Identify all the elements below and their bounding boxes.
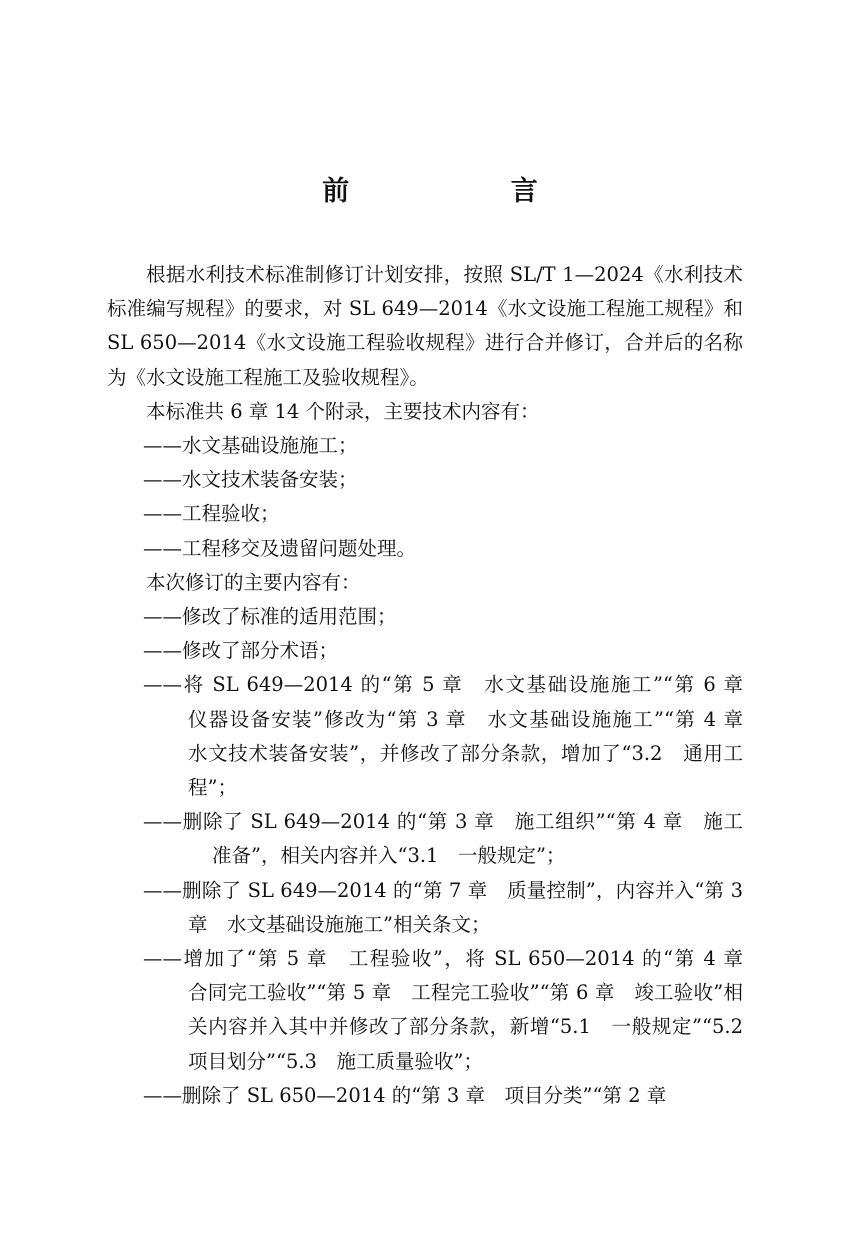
contents-item: ——工程验收； <box>143 502 280 526</box>
revision-item: ——将 SL 649—2014 的“第 5 章 水文基础设施施工”“第 6 章 仪器设备安装”修改为“第 3 章 水文基础设施施工”“第 4 章 水文技术装备安装”，并修改了部分条款，增加了“3.2 通用工程”； <box>143 673 763 800</box>
revisions-intro: 本次修订的主要内容有： <box>146 570 361 594</box>
contents-item: ——水文基础设施施工； <box>143 434 358 458</box>
contents-item: ——水文技术装备安装； <box>143 468 358 492</box>
revision-item: ——删除了 SL 650—2014 的“第 3 章 项目分类”“第 2 章 <box>143 1083 667 1107</box>
revision-item: ——删除了 SL 649—2014 的“第 3 章 施工组织”“第 4 章 施工准备”，相关内容并入“3.1 一般规定”； <box>143 810 743 868</box>
revision-item: ——修改了标准的适用范围； <box>143 605 397 629</box>
contents-item: ——工程移交及遗留问题处理。 <box>143 536 417 560</box>
contents-intro: 本标准共 6 章 14 个附录，主要技术内容有： <box>146 399 540 423</box>
revision-item: ——增加了“第 5 章 工程验收”，将 SL 650—2014 的“第 4 章 合同完工验收”“第 5 章 工程完工验收”“第 6 章 竣工验收”相关内容并入其中并修改了部分条款，新增“5.1 一般规定”“5.2 项目划分”“5.3 施工质量验收”； <box>143 947 763 1073</box>
document-body <box>107 258 763 1113</box>
page-title: 前 言 <box>322 176 614 207</box>
revision-item: ——删除了 SL 649—2014 的“第 7 章 质量控制”，内容并入“第 3 章 水文基础设施施工”相关条文； <box>143 878 743 936</box>
revision-item: ——修改了部分术语； <box>143 639 339 663</box>
intro-paragraph: 根据水利技术标准制修订计划安排，按照 SL/T 1—2024《水利技术标准编写规程》的要求，对 SL 649—2014《水文设施工程施工规程》和 SL 650—2014《水文设施工程验收规程》进行合并修订，合并后的名称为《水文设施工程施工及验收规程》。 <box>107 263 743 389</box>
